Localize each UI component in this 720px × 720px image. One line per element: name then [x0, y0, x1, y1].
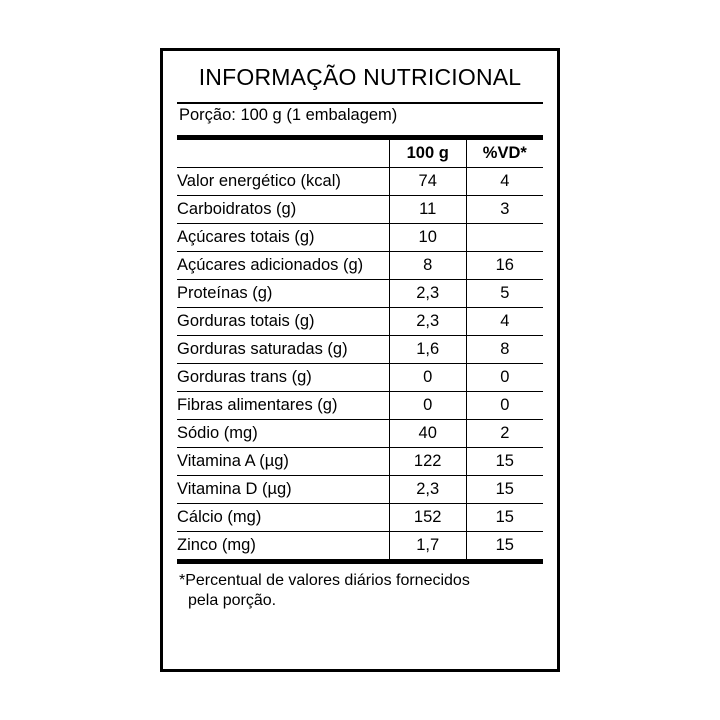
row-amount: 11 — [389, 196, 466, 224]
row-amount: 152 — [389, 503, 466, 531]
row-dv: 4 — [466, 168, 543, 196]
table-header-row — [177, 138, 543, 168]
row-dv — [466, 224, 543, 252]
row-amount: 40 — [389, 419, 466, 447]
row-amount: 0 — [389, 363, 466, 391]
table-row — [177, 363, 543, 391]
footnote — [177, 564, 543, 611]
table-row — [177, 531, 543, 561]
row-label: Gorduras totais (g) — [177, 307, 389, 335]
row-dv: 16 — [466, 251, 543, 279]
page-title: INFORMAÇÃO NUTRICIONAL — [198, 64, 522, 90]
row-dv: 15 — [466, 503, 543, 531]
row-label: Vitamina D (µg) — [177, 475, 389, 503]
row-label: Fibras alimentares (g) — [177, 391, 389, 419]
table-header — [177, 138, 543, 168]
row-dv: 3 — [466, 196, 543, 224]
row-amount: 74 — [389, 168, 466, 196]
row-dv: 0 — [466, 391, 543, 419]
row-label: Açúcares adicionados (g) — [177, 251, 389, 279]
row-label: Vitamina A (µg) — [177, 447, 389, 475]
row-dv: 15 — [466, 447, 543, 475]
row-dv: 8 — [466, 335, 543, 363]
row-dv: 4 — [466, 307, 543, 335]
row-dv: 5 — [466, 279, 543, 307]
row-label: Proteínas (g) — [177, 279, 389, 307]
table-row — [177, 196, 543, 224]
nutrition-label-inner — [163, 51, 557, 669]
row-dv: 15 — [466, 475, 543, 503]
table-row — [177, 168, 543, 196]
row-label: Gorduras saturadas (g) — [177, 335, 389, 363]
table-row — [177, 224, 543, 252]
row-label: Carboidratos (g) — [177, 196, 389, 224]
row-amount: 10 — [389, 224, 466, 252]
table-row — [177, 475, 543, 503]
table-row — [177, 251, 543, 279]
row-label: Gorduras trans (g) — [177, 363, 389, 391]
row-amount: 2,3 — [389, 307, 466, 335]
footnote-line-1: *Percentual de valores diários fornecidos — [179, 571, 470, 589]
footnote-line-2: pela porção. — [188, 591, 277, 609]
row-amount: 1,7 — [389, 531, 466, 561]
nutrition-table — [177, 135, 543, 564]
row-amount: 122 — [389, 447, 466, 475]
nutrition-label — [160, 48, 560, 672]
table-row — [177, 279, 543, 307]
row-label: Zinco (mg) — [177, 531, 389, 561]
column-header-name — [177, 138, 389, 168]
table-row — [177, 419, 543, 447]
row-label: Cálcio (mg) — [177, 503, 389, 531]
column-header-amount: 100 g — [389, 138, 466, 168]
table-row — [177, 335, 543, 363]
column-header-dv: %VD* — [466, 138, 543, 168]
row-label: Açúcares totais (g) — [177, 224, 389, 252]
row-amount: 0 — [389, 391, 466, 419]
row-label: Sódio (mg) — [177, 419, 389, 447]
row-amount: 8 — [389, 251, 466, 279]
table-row — [177, 447, 543, 475]
row-amount: 2,3 — [389, 475, 466, 503]
row-label: Valor energético (kcal) — [177, 168, 389, 196]
row-dv: 2 — [466, 419, 543, 447]
portion-text: Porção: 100 g (1 embalagem) — [177, 102, 543, 135]
table-row — [177, 391, 543, 419]
row-dv: 0 — [466, 363, 543, 391]
row-dv: 15 — [466, 531, 543, 561]
table-body — [177, 168, 543, 562]
row-amount: 2,3 — [389, 279, 466, 307]
row-amount: 1,6 — [389, 335, 466, 363]
table-row — [177, 307, 543, 335]
table-row — [177, 503, 543, 531]
